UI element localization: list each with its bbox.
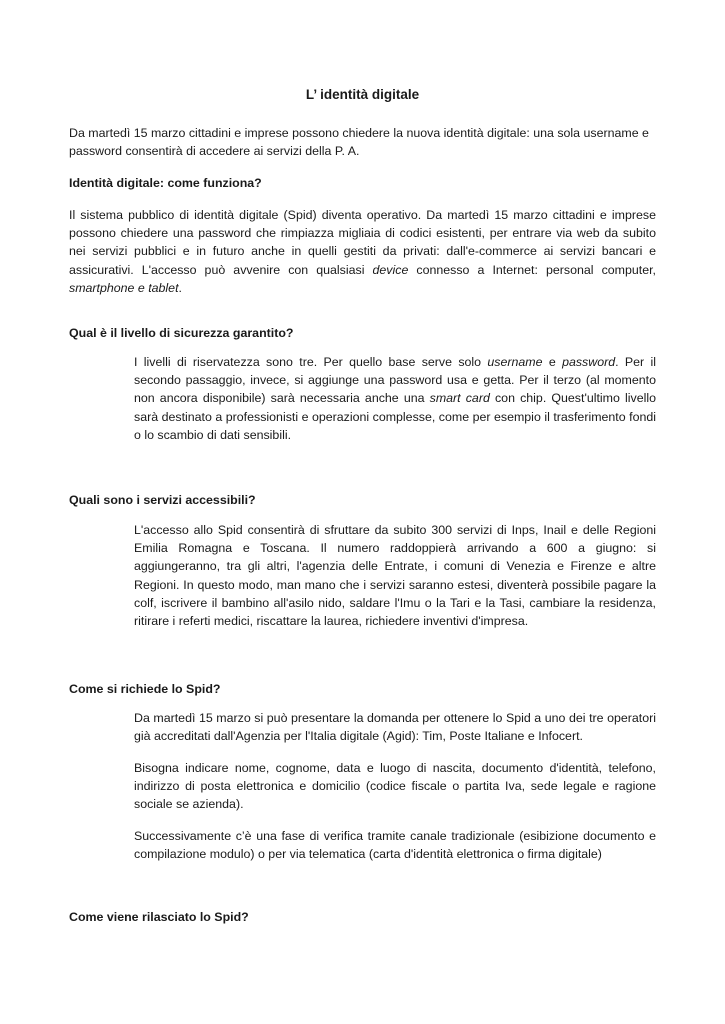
section-paragraph-request-2: Bisogna indicare nome, cognome, data e luogo di nascita, documento d'identità, telefono, indirizzo di posta elettronica e domicilio (codice fiscale o partita Iva, sede legale e ragione sociale se azienda). [134, 761, 656, 812]
section-paragraph-request-1: Da martedì 15 marzo si può presentare la domanda per ottenere lo Spid a uno dei tre operatori già accreditati dall'Agenzia per l'Italia digitale (Agid): Tim, Poste Italiane e Infocert. [134, 711, 656, 744]
section-paragraph-request-3: Successivamente c’è una fase di verifica tramite canale tradizionale (esibizione documento e compilazione modulo) o per via telematica (carta d'identità elettronica o firma digitale) [134, 829, 656, 862]
page-title: L’ identità digitale [305, 87, 420, 102]
section-heading-services: Quali sono i servizi accessibili? [69, 493, 256, 507]
section-heading-how-it-works: Identità digitale: come funziona? [69, 176, 262, 190]
section-heading-security: Qual è il livello di sicurezza garantito? [69, 326, 294, 340]
intro-paragraph: Da martedì 15 marzo cittadini e imprese possono chiedere la nuova identità digitale: una sola username e password consentirà di accedere ai servizi della P. A. [69, 126, 649, 159]
section-heading-how-to-request: Come si richiede lo Spid? [69, 682, 221, 696]
section-heading-release: Come viene rilasciato lo Spid? [69, 910, 249, 924]
section-paragraph-how-it-works: Il sistema pubblico di identità digitale (Spid) diventa operativo. Da martedì 15 marzo cittadini e imprese possono chiedere una password che rimpiazza migliaia di codici esistenti, per entrare via web da subito nei servizi pubblici e in futuro anche in quelli gestiti da privati: dall'e-commerce ai servizi bancari e assicurativi. L'accesso può avvenire con qualsiasi device connesso a Internet: personal computer, smartphone e tablet. [69, 208, 656, 295]
section-paragraph-security: I livelli di riservatezza sono tre. Per quello base serve solo username e password. Per il secondo passaggio, invece, si aggiunge una password usa e getta. Per il terzo (al momento non ancora disponibile) sarà necessaria anche una smart card con chip. Quest'ultimo livello sarà destinato a professionisti e operazioni complesse, come per esempio il trasferimento fondi o lo scambio di dati sensibili. [134, 355, 657, 442]
section-paragraph-services: L'accesso allo Spid consentirà di sfruttare da subito 300 servizi di Inps, Inail e delle Regioni Emilia Romagna e Toscana. Il numero raddoppierà arrivando a 600 a giugno: si aggiungeranno, tra gli altri, l'agenzia delle Entrate, i comuni di Venezia e Firenze e altre Regioni. In questo modo, man mano che i servizi saranno estesi, diventerà possibile pagare la colf, iscrivere il bambino all'asilo nido, saldare l'Imu o la Tari e la Tasi, cambiare la residenza, ritirare i referti medici, riscattare la laurea, richiedere inventivi d'impresa. [134, 523, 656, 629]
